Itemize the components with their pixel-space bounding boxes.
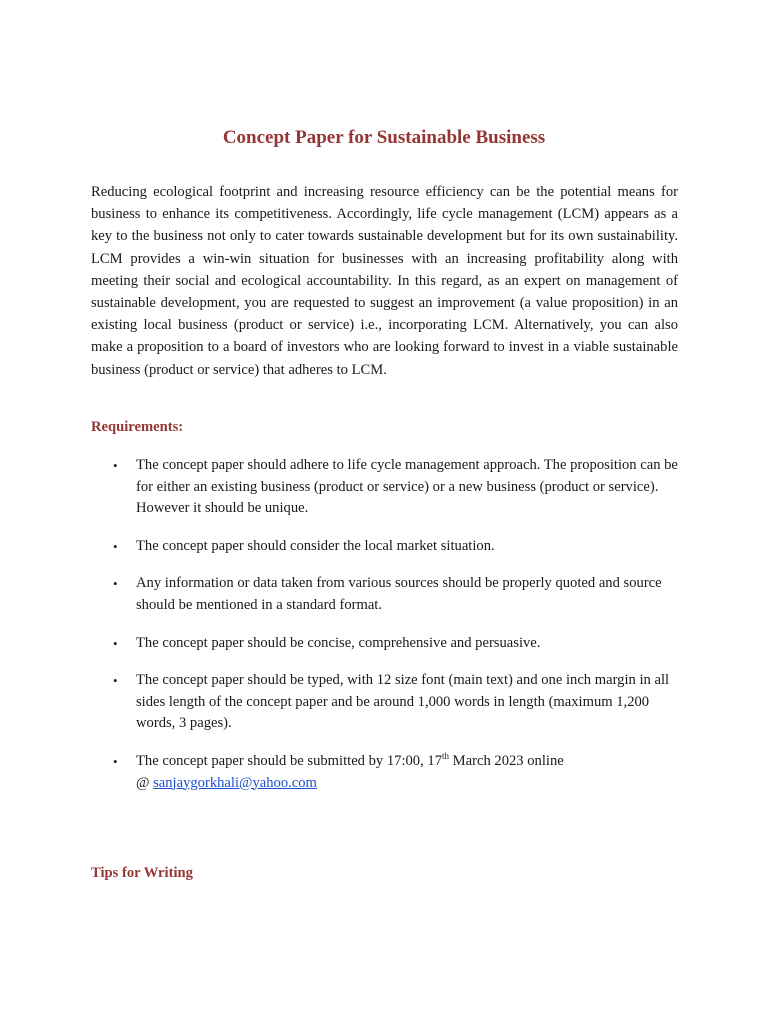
requirement-item — [91, 573, 681, 616]
requirements-heading: Requirements: — [91, 419, 184, 435]
requirement-text: The concept paper should consider the local market situation. — [136, 537, 495, 554]
requirement-text: The concept paper should adhere to life cycle management approach. The proposition can be for either an existing business (product or service) or a new business (product or service). However it should be unique. — [136, 457, 678, 517]
requirement-item — [91, 633, 681, 655]
document-title: Concept Paper for Sustainable Business — [222, 127, 546, 148]
tips-heading: Tips for Writing — [91, 865, 193, 881]
bullet-icon: • — [113, 576, 118, 592]
submission-item — [91, 751, 681, 794]
email-link[interactable]: sanjaygorkhali@yahoo.com — [153, 774, 317, 791]
requirement-item — [91, 670, 681, 735]
requirement-text: Any information or data taken from various sources should be properly quoted and source should be mentioned in a standard format. — [136, 575, 662, 613]
bullet-icon: • — [113, 753, 118, 769]
requirement-text: The concept paper should be typed, with 12 size font (main text) and one inch margin in all sides length of the concept paper and be around 1,000 words in length (maximum 1,200 words, 3 pages). — [136, 672, 670, 732]
at-symbol: @ — [136, 774, 154, 791]
bullet-icon: • — [113, 673, 118, 689]
requirement-text: The concept paper should be concise, comprehensive and persuasive. — [136, 634, 541, 651]
bullet-icon: • — [113, 538, 118, 554]
intro-paragraph: Reducing ecological footprint and increasing resource efficiency can be the potential means for business to enhance its competitiveness. Accordingly, life cycle management (LCM) appears as a key to the business not only to cater towards sustainable development but for its own sustainability. LCM provides a win-win situation for businesses with an increasing profitability along with meeting their social and ecological accountability. In this regard, as an expert on management of sustainable development, you are requested to suggest an improvement (a value proposition) in an existing local business (product or service) i.e., incorporating LCM. Alternatively, you can also make a proposition to a board of investors who are looking forward to invest in a viable sustainable business (product or service) that adheres to LCM. — [91, 184, 678, 378]
requirements-list — [91, 455, 681, 810]
bullet-icon: • — [113, 458, 118, 473]
submission-text: The concept paper should be submitted by 17:00, 17 — [136, 752, 442, 769]
requirement-item — [91, 455, 681, 520]
requirement-item — [91, 536, 681, 558]
bullet-icon: • — [113, 635, 118, 651]
submission-suffix: March 2023 online — [449, 752, 564, 769]
date-superscript: th — [442, 751, 450, 762]
